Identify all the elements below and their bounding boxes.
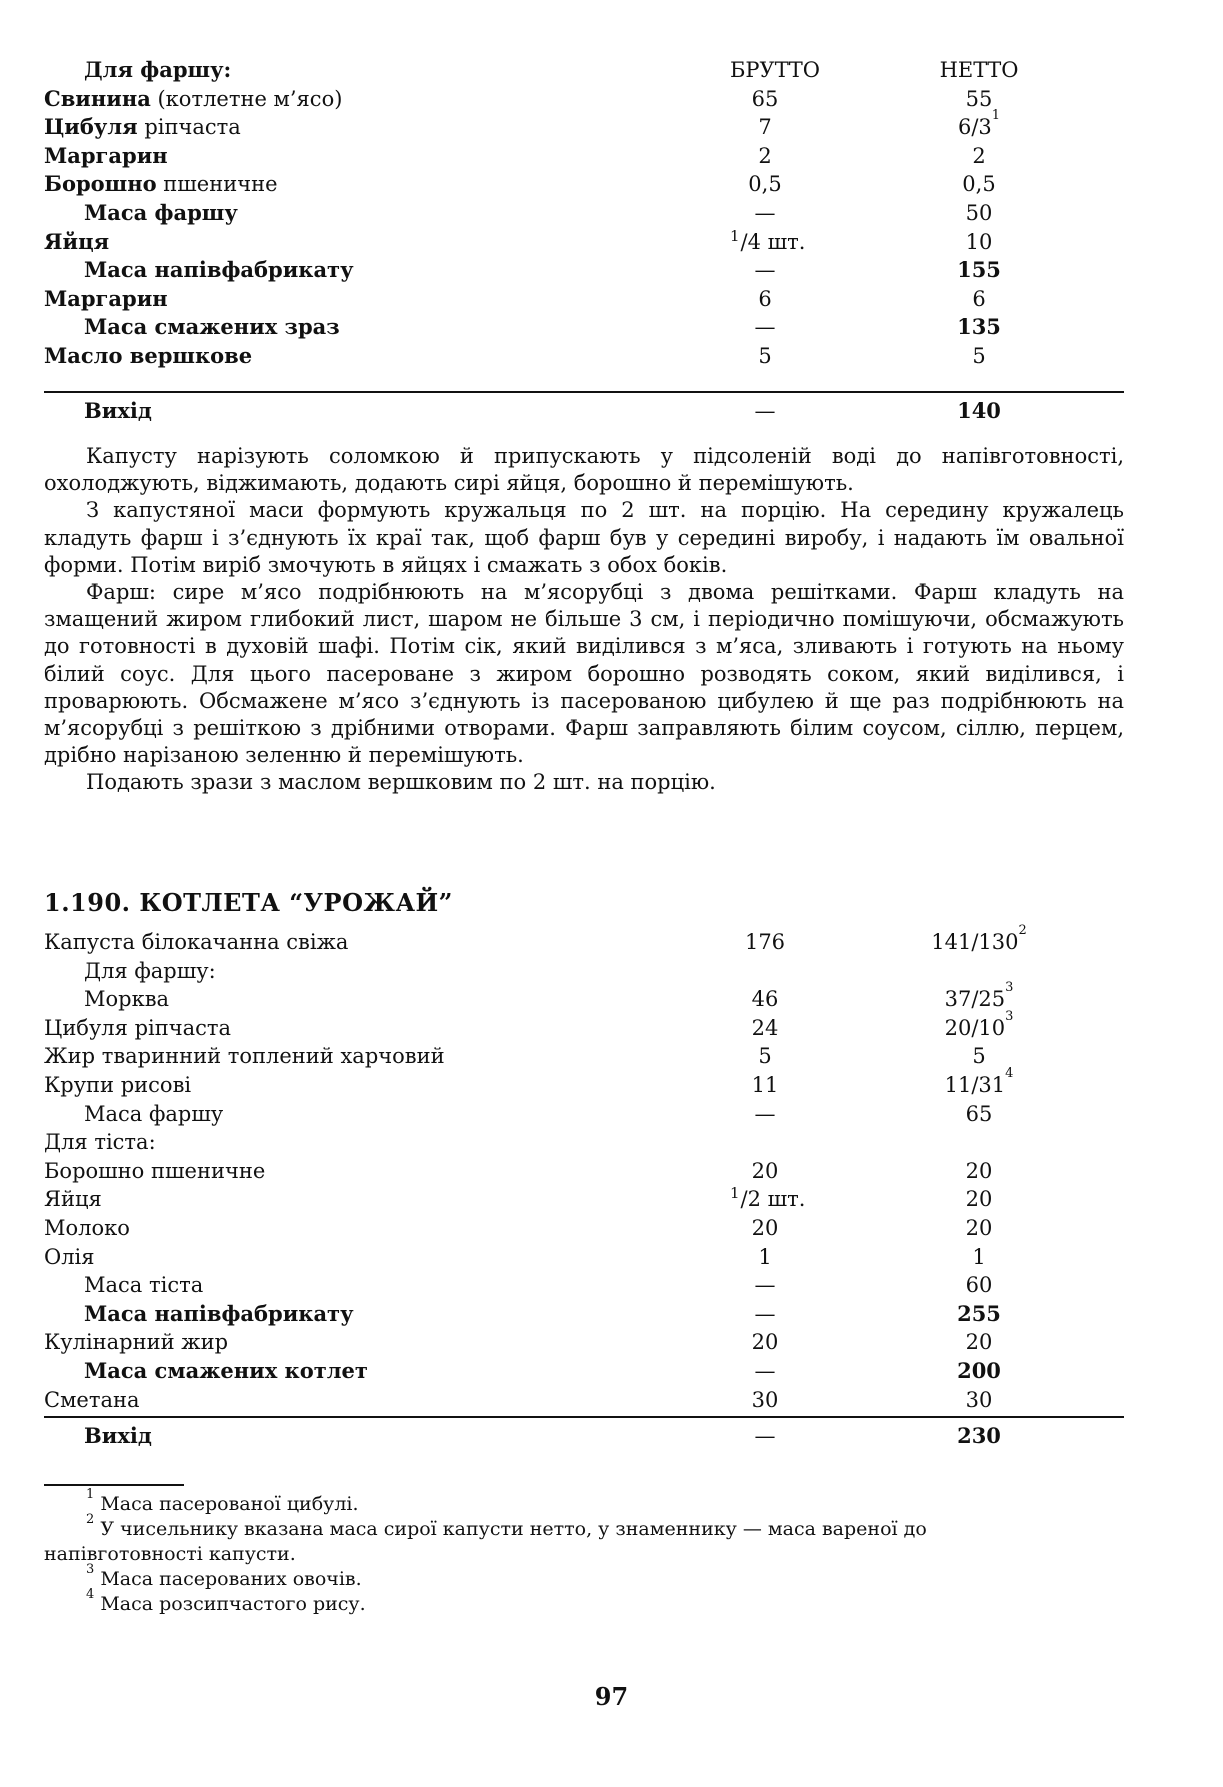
recipe-instructions bbox=[44, 443, 1124, 797]
table-row bbox=[44, 1100, 1124, 1129]
brutto-value: — bbox=[754, 1101, 776, 1126]
recipe-table-2 bbox=[44, 923, 1124, 1414]
footnote-text: Маса пасерованих овочів. bbox=[100, 1568, 362, 1590]
table-row bbox=[44, 199, 1124, 228]
netto-value: 155 bbox=[957, 257, 1001, 283]
netto-value: 30 bbox=[965, 1387, 993, 1412]
table-1-total bbox=[44, 393, 1124, 429]
brutto-value: — bbox=[754, 1301, 776, 1326]
netto-value: 0,5 bbox=[962, 172, 996, 197]
brutto-value: — bbox=[754, 399, 776, 423]
ingredient-name: Жир тваринний топлений харчовий bbox=[44, 1044, 445, 1069]
netto-value: 255 bbox=[957, 1300, 1001, 1326]
netto-value: 141/130 bbox=[931, 930, 1019, 954]
brutto-value: 5 bbox=[758, 343, 772, 368]
netto-value: 1 bbox=[972, 1244, 986, 1269]
paragraph: Подають зрази з маслом вершковим по 2 шт. на порцію. bbox=[86, 770, 716, 795]
ingredient-name: Яйця bbox=[44, 1187, 102, 1212]
table-row bbox=[44, 1243, 1124, 1272]
ingredient-name: Капуста білокачанна свіжа bbox=[44, 930, 349, 954]
brutto-value: /4 шт. bbox=[740, 229, 806, 254]
table-row bbox=[44, 1357, 1124, 1386]
ingredient-name: Маргарин bbox=[44, 285, 168, 311]
recipe-table-1 bbox=[44, 56, 1124, 371]
footnote-text: Маса розсипчастого рису. bbox=[100, 1593, 366, 1615]
table-row bbox=[44, 256, 1124, 285]
brutto-value: 11 bbox=[751, 1072, 779, 1097]
footnote-ref: 3 bbox=[1005, 1008, 1014, 1024]
netto-value: 20 bbox=[965, 1187, 993, 1212]
footnote-ref: 4 bbox=[1005, 1065, 1014, 1081]
table-row bbox=[44, 980, 1124, 1014]
table-row bbox=[44, 957, 1124, 986]
brutto-value: 176 bbox=[744, 930, 786, 954]
netto-value: 60 bbox=[965, 1273, 993, 1298]
brutto-value: 2 bbox=[758, 143, 772, 168]
ingredient-name: Свинина bbox=[44, 85, 151, 111]
brutto-header: БРУТТО bbox=[730, 58, 820, 82]
fraction-numerator: 1 bbox=[730, 1184, 740, 1203]
brutto-value: — bbox=[754, 1273, 776, 1298]
brutto-value: 20 bbox=[751, 1215, 779, 1240]
table-row bbox=[44, 285, 1124, 314]
table-2-total bbox=[44, 1418, 1124, 1454]
yield-label: Вихід bbox=[84, 1423, 152, 1448]
footnote-ref: 1 bbox=[991, 108, 1001, 124]
ingredient-name: Цибуля bbox=[44, 114, 138, 140]
ingredient-note: (котлетне м’ясо) bbox=[150, 86, 343, 111]
table-header bbox=[44, 56, 1124, 85]
fraction-numerator: 1 bbox=[730, 226, 740, 245]
table-row bbox=[44, 313, 1124, 342]
subtotal-label: Маса фаршу bbox=[84, 1101, 224, 1126]
table-row bbox=[44, 1065, 1124, 1100]
netto-value: 5 bbox=[972, 343, 986, 368]
table-row bbox=[44, 1008, 1124, 1043]
recipe-title: 1.190. КОТЛЕТА “УРОЖАЙ” bbox=[44, 888, 453, 917]
brutto-value: — bbox=[754, 1358, 776, 1383]
netto-value: 37/25 bbox=[944, 987, 1006, 1012]
brutto-value: 24 bbox=[751, 1015, 779, 1040]
brutto-value: — bbox=[754, 1424, 776, 1448]
netto-value: 6 bbox=[972, 286, 986, 311]
brutto-value: /2 шт. bbox=[740, 1187, 806, 1212]
netto-value: 20 bbox=[965, 1330, 993, 1355]
table-row bbox=[44, 170, 1124, 199]
table-row bbox=[44, 1185, 1124, 1214]
ingredient-name: Олія bbox=[44, 1244, 95, 1269]
brutto-value: 0,5 bbox=[748, 172, 782, 197]
table-row bbox=[44, 1214, 1124, 1243]
footnote bbox=[44, 1587, 1124, 1617]
footnote-mark: 2 bbox=[86, 1512, 95, 1527]
table-row bbox=[44, 1300, 1124, 1329]
paragraph: Фарш: сире м’ясо подрібнюють на м’ясорубці з двома решітками. Фарш кладуть на змащений жиром глибокий лист, шаром не більше 3 см, і періодично помішуючи, обсмажують до готовності в духовій шафі. Потім сік, який виділився з м’яса, зливають і готують на ньому білий соус. Для цього пасероване з жиром борошно розводять соком, який виділився, і проварюють. Обсмажене м’ясо з’єднують із пасерованою цибулею й ще раз подрібнюють на м’ясорубці з решіткою з дрібними отворами. Фарш заправляють білим соусом, сіллю, перцем, дрібно нарізаною зеленню й перемішують. bbox=[44, 580, 1124, 768]
netto-value: 20 bbox=[965, 1158, 993, 1183]
footnote-ref: 3 bbox=[1005, 980, 1014, 996]
netto-value: 20/10 bbox=[944, 1015, 1006, 1040]
footnote bbox=[44, 1512, 1124, 1542]
brutto-value: 6 bbox=[758, 286, 772, 311]
ingredient-name: Борошно bbox=[44, 171, 157, 197]
table-row bbox=[44, 1271, 1124, 1300]
brutto-value: 46 bbox=[751, 987, 779, 1012]
brutto-value: 5 bbox=[758, 1044, 772, 1069]
yield-label: Вихід bbox=[84, 398, 152, 423]
footnote-mark: 3 bbox=[86, 1562, 95, 1577]
table-row bbox=[44, 923, 1124, 957]
netto-header: НЕТТО bbox=[939, 58, 1019, 82]
ingredient-name: Морква bbox=[84, 987, 170, 1012]
ingredient-note: ріпчаста bbox=[137, 115, 241, 140]
subtotal-label: Маса тіста bbox=[84, 1273, 204, 1298]
footnote-text: Маса пасерованої цибулі. bbox=[100, 1493, 359, 1515]
paragraph: З капустяної маси формують кружальця по 2 шт. на порцію. На середину кружалець кладуть фарш і з’єднують їх краї так, щоб фарш був у середині виробу, і надають їм овальної форми. Потім виріб змочують в яйцях і смажать з обох боків. bbox=[44, 498, 1124, 577]
footnote-ref: 2 bbox=[1018, 923, 1027, 938]
table-row bbox=[44, 1128, 1124, 1157]
netto-value: 230 bbox=[957, 1423, 1001, 1448]
netto-value: 200 bbox=[957, 1357, 1001, 1383]
table-row bbox=[44, 1042, 1124, 1071]
brutto-value: 65 bbox=[751, 86, 779, 111]
subtotal-label: Маса смажених зраз bbox=[84, 314, 340, 340]
ingredient-name: Кулінарний жир bbox=[44, 1330, 229, 1355]
ingredient-note: пшеничне bbox=[156, 172, 278, 197]
footnote-text: напівготовності капусти. bbox=[44, 1543, 296, 1565]
paragraph: Капусту нарізують соломкою й припускають у підсоленій воді до напівготовності, охолоджують, віджимають, додають сирі яйця, борошно й перемішують. bbox=[44, 444, 1124, 496]
footnotes bbox=[44, 1487, 1124, 1617]
footnote bbox=[44, 1562, 1124, 1592]
ingredient-name: Крупи рисові bbox=[44, 1072, 192, 1097]
brutto-value: 7 bbox=[758, 115, 772, 140]
brutto-value: — bbox=[754, 315, 776, 340]
brutto-value: 20 bbox=[751, 1158, 779, 1183]
table-row bbox=[44, 1157, 1124, 1186]
brutto-value: — bbox=[754, 258, 776, 283]
netto-value: 2 bbox=[972, 143, 986, 168]
footnote bbox=[44, 1542, 1124, 1567]
table-row bbox=[44, 108, 1124, 142]
subtotal-label: Маса напівфабрикату bbox=[84, 1300, 354, 1326]
footnote-mark: 4 bbox=[86, 1587, 95, 1602]
filling-heading: Для фаршу: bbox=[84, 57, 232, 82]
netto-value: 6/3 bbox=[957, 115, 992, 140]
ingredient-name: Борошно пшеничне bbox=[44, 1158, 266, 1183]
brutto-value: 20 bbox=[751, 1330, 779, 1355]
ingredient-name: Молоко bbox=[44, 1215, 130, 1240]
netto-value: 5 bbox=[972, 1044, 986, 1069]
ingredient-name: Яйця bbox=[44, 228, 110, 254]
ingredient-name: Сметана bbox=[44, 1387, 140, 1412]
netto-value: 50 bbox=[965, 200, 993, 225]
ingredient-name: Маргарин bbox=[44, 142, 168, 168]
netto-value: 55 bbox=[965, 86, 993, 111]
table-row bbox=[44, 342, 1124, 371]
netto-value: 140 bbox=[957, 398, 1001, 423]
page-number: 97 bbox=[594, 1682, 629, 1711]
table-row bbox=[44, 1386, 1124, 1415]
footnote-mark: 1 bbox=[86, 1487, 95, 1502]
group-label: Для фаршу: bbox=[84, 958, 216, 983]
table-row bbox=[44, 142, 1124, 171]
ingredient-name: Цибуля ріпчаста bbox=[44, 1015, 232, 1040]
netto-value: 11/31 bbox=[944, 1072, 1006, 1097]
netto-value: 10 bbox=[965, 229, 993, 254]
table-row bbox=[44, 1328, 1124, 1357]
netto-value: 135 bbox=[957, 314, 1001, 340]
brutto-value: — bbox=[754, 200, 776, 225]
table-row bbox=[44, 85, 1124, 114]
netto-value: 65 bbox=[965, 1101, 993, 1126]
footnote bbox=[44, 1487, 1124, 1517]
footnote-rule bbox=[44, 1484, 184, 1486]
subtotal-label: Маса фаршу bbox=[84, 199, 238, 225]
brutto-value: 30 bbox=[751, 1387, 779, 1412]
ingredient-name: Масло вершкове bbox=[44, 342, 253, 368]
netto-value: 20 bbox=[965, 1215, 993, 1240]
footnote-text: У чисельнику вказана маса сирої капусти нетто, у знаменнику — маса вареної до bbox=[100, 1518, 927, 1540]
subtotal-label: Маса смажених котлет bbox=[84, 1357, 368, 1383]
group-label: Для тіста: bbox=[44, 1130, 156, 1155]
table-row bbox=[44, 228, 1124, 257]
brutto-value: 1 bbox=[758, 1244, 772, 1269]
subtotal-label: Маса напівфабрикату bbox=[84, 257, 354, 283]
